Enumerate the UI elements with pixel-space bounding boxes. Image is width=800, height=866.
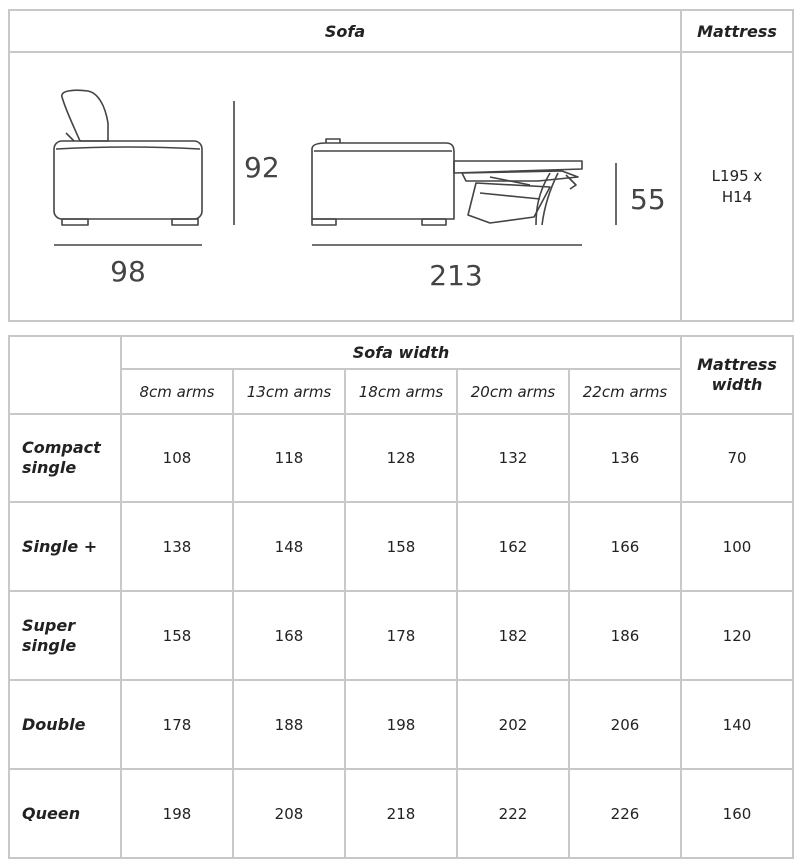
sofa-width-cell: 168 xyxy=(233,591,345,680)
dimensions-table xyxy=(8,335,794,859)
sofa-width-cell: 178 xyxy=(121,680,233,769)
arm-column-header: 13cm arms xyxy=(233,369,345,414)
sofa-overview-table xyxy=(8,9,794,322)
sofa-width-cell: 128 xyxy=(345,414,457,502)
sofa-width-cell: 208 xyxy=(233,769,345,858)
mattress-width-cell: 160 xyxy=(681,769,793,858)
mattress-width-cell: 100 xyxy=(681,502,793,591)
arm-column-header: 18cm arms xyxy=(345,369,457,414)
arm-column-header: 20cm arms xyxy=(457,369,569,414)
sofa-width-cell: 198 xyxy=(345,680,457,769)
sofa-width-cell: 182 xyxy=(457,591,569,680)
sofa-width-cell: 108 xyxy=(121,414,233,502)
sofa-width-cell: 158 xyxy=(345,502,457,591)
row-label: Single + xyxy=(9,502,121,591)
mattress-width-cell: 70 xyxy=(681,414,793,502)
row-label: Compact single xyxy=(9,414,121,502)
sofa-width-cell: 162 xyxy=(457,502,569,591)
row-label: Super single xyxy=(9,591,121,680)
sofa-width-cell: 166 xyxy=(569,502,681,591)
side-view-body xyxy=(54,141,202,219)
sofa-width-cell: 186 xyxy=(569,591,681,680)
sofa-header: Sofa xyxy=(9,10,681,52)
open-view-body xyxy=(312,143,454,219)
sofa-width-cell: 198 xyxy=(121,769,233,858)
sofa-width-cell: 118 xyxy=(233,414,345,502)
sofa-width-cell: 188 xyxy=(233,680,345,769)
sofa-drawing-cell xyxy=(9,52,681,321)
sofa-width-cell: 206 xyxy=(569,680,681,769)
sofa-width-cell: 202 xyxy=(457,680,569,769)
sofa-width-cell: 132 xyxy=(457,414,569,502)
mattress-size-line1: L195 x xyxy=(711,166,763,185)
table-row xyxy=(9,502,793,591)
table-row xyxy=(9,591,793,680)
mattress-header: Mattress xyxy=(681,10,793,52)
table-row xyxy=(9,769,793,858)
sofa-width-cell: 226 xyxy=(569,769,681,858)
arm-column-header: 8cm arms xyxy=(121,369,233,414)
sofa-bed-diagram xyxy=(10,53,680,320)
sofa-width-cell: 222 xyxy=(457,769,569,858)
mattress-width-cell: 140 xyxy=(681,680,793,769)
open-length-label: 213 xyxy=(429,259,483,292)
side-height-label: 92 xyxy=(244,151,280,184)
mattress-size-line2: H14 xyxy=(721,187,753,206)
corner-cell xyxy=(9,336,121,414)
sofa-width-cell: 178 xyxy=(345,591,457,680)
row-label: Queen xyxy=(9,769,121,858)
sofa-width-cell: 148 xyxy=(233,502,345,591)
table-row xyxy=(9,414,793,502)
table-row xyxy=(9,680,793,769)
row-label: Double xyxy=(9,680,121,769)
arm-column-header: 22cm arms xyxy=(569,369,681,414)
open-height-label: 55 xyxy=(630,183,666,216)
sofa-width-cell: 136 xyxy=(569,414,681,502)
mattress-width-header: Mattress width xyxy=(681,336,793,414)
sofa-width-cell: 218 xyxy=(345,769,457,858)
side-depth-label: 98 xyxy=(110,255,146,288)
side-view-backrest xyxy=(62,90,108,141)
sofa-width-cell: 138 xyxy=(121,502,233,591)
sofa-width-header: Sofa width xyxy=(121,336,681,369)
mattress-width-cell: 120 xyxy=(681,591,793,680)
sofa-width-cell: 158 xyxy=(121,591,233,680)
mattress-size-cell xyxy=(681,52,793,321)
